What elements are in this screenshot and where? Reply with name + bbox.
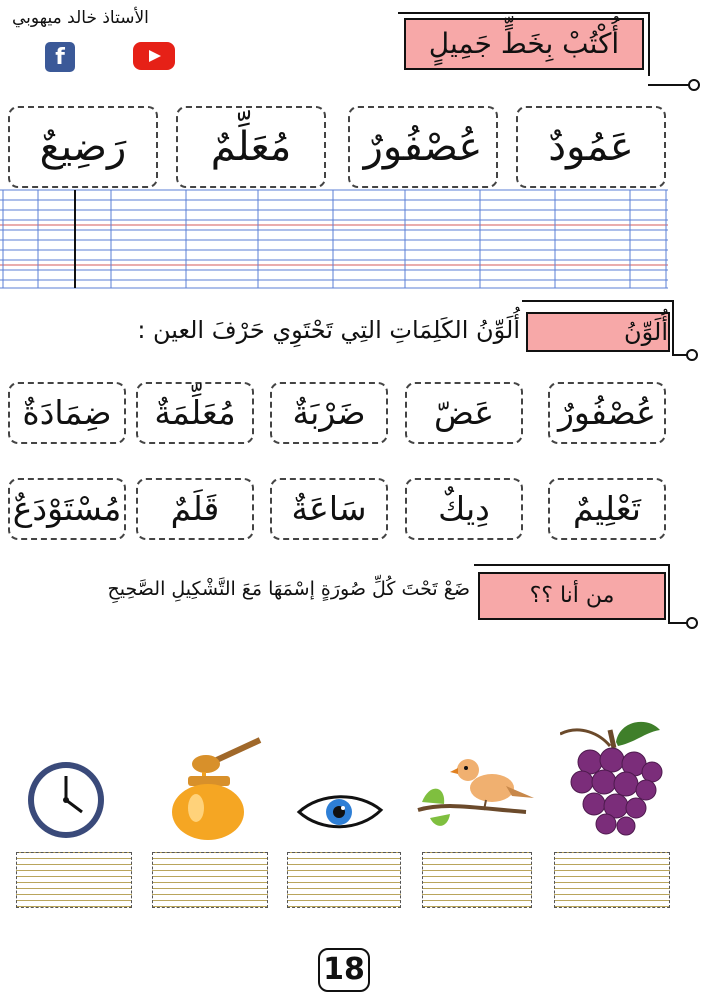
divider-dot — [686, 617, 698, 629]
section3-title: من أنا ؟؟ — [478, 572, 666, 620]
word-box-1: عَمُودٌ — [516, 106, 666, 188]
eye-icon — [295, 792, 385, 832]
section3-instruction: ضَعْ تَحْتَ كُلِّ صُورَةٍ إسْمَهَا مَعَ التَّشْكِيلِ الصَّحِيحِ — [107, 578, 470, 600]
divider-line — [648, 84, 690, 86]
youtube-icon[interactable] — [133, 42, 175, 70]
handwriting-grid[interactable] — [0, 186, 720, 292]
word-option-1-3[interactable]: ضَرْبَةٌ — [270, 382, 388, 444]
word-box-4: رَضِيعٌ — [8, 106, 158, 188]
word-option-2-1[interactable]: تَعْلِيمٌ — [548, 478, 666, 540]
answer-box-1[interactable] — [554, 852, 670, 908]
answer-box-4[interactable] — [152, 852, 268, 908]
word-option-2-2[interactable]: دِيكٌ — [405, 478, 523, 540]
author-name: الأستاذ خالد ميهوبي — [12, 8, 149, 28]
word-option-1-5[interactable]: ضِمَادَةٌ — [8, 382, 126, 444]
word-box-3: مُعَلِّمٌ — [176, 106, 326, 188]
word-option-1-2[interactable]: عَضّ — [405, 382, 523, 444]
word-option-1-1[interactable]: عُصْفُورٌ — [548, 382, 666, 444]
divider-dot — [686, 349, 698, 361]
facebook-icon[interactable]: f — [45, 42, 75, 72]
divider-dot — [688, 79, 700, 91]
word-option-2-5[interactable]: مُسْتَوْدَعٌ — [8, 478, 126, 540]
answer-box-3[interactable] — [287, 852, 401, 908]
clock-icon — [26, 760, 106, 840]
answer-box-2[interactable] — [422, 852, 532, 908]
grapes-icon — [560, 712, 670, 842]
word-option-2-4[interactable]: قَلَمٌ — [136, 478, 254, 540]
section1-title: أُكْتُبْ بِخَطٍّ جَمِيلٍ — [404, 18, 644, 70]
word-option-1-4[interactable]: مُعَلِّمَةٌ — [136, 382, 254, 444]
honey-icon — [168, 736, 268, 840]
answer-box-5[interactable] — [16, 852, 132, 908]
page-number: 18 — [318, 948, 370, 992]
bird-icon — [416, 752, 536, 832]
section2-instruction: أُلَوِّنُ الكَلِمَاتِ التِي تَحْتَوِي حَرْفَ العين : — [137, 316, 520, 344]
word-box-2: عُصْفُورٌ — [348, 106, 498, 188]
word-option-2-3[interactable]: سَاعَةٌ — [270, 478, 388, 540]
section2-title: أُلَوِّنُ — [526, 312, 670, 352]
